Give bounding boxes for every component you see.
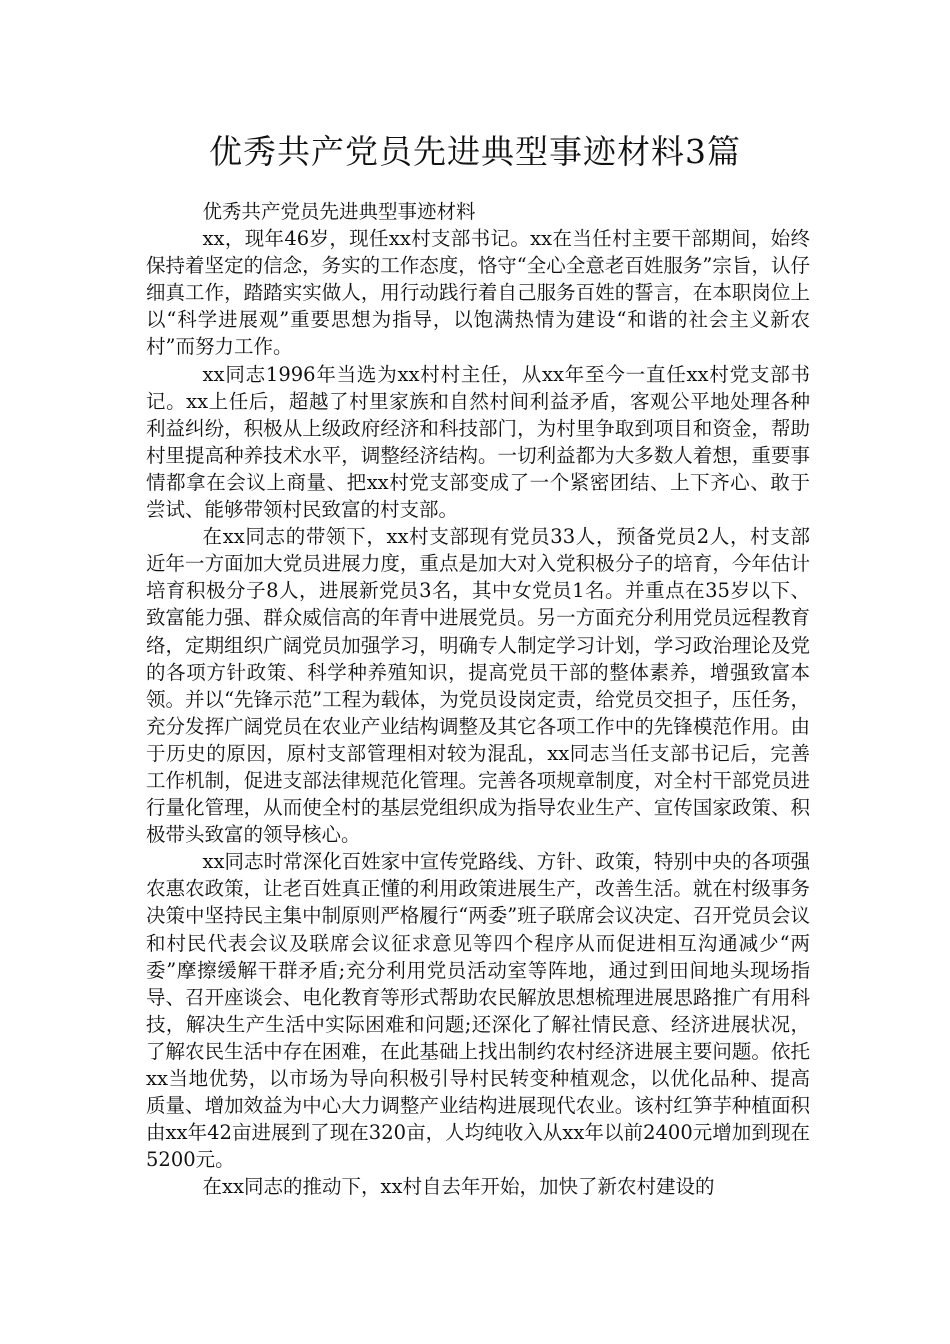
paragraph: xx同志时常深化百姓家中宣传党路线、方针、政策，特别中央的各项强农惠农政策，让老百姓真正懂的利用政策进展生产，改善生活。就在村级事务决策中坚持民主集中制原则严格履行“两委”班子联席会议决定、召开党员会议和村民代表会议及联席会议征求意见等四个程序从而促进相互沟通减少“两委”摩擦缓解干群矛盾;充分利用党员活动室等阵地，通过到田间地头现场指导、召开座谈会、电化教育等形式帮助农民解放思想梳理进展思路推广有用科技，解决生产生活中实际困难和问题;还深化了解社情民意、经济进展状况，了解农民生活中存在困难，在此基础上找出制约农村经济进展主要问题。依托xx当地优势，以市场为导向积极引导村民转变种植观念，以优化品种、提高质量、增加效益为中心大力调整产业结构进展现代农业。该村红笋芋种植面积由xx年42亩进展到了现在320亩，人均纯收入从xx年以前2400元增加到现在5200元。 — [146, 850, 810, 1172]
document-title: 优秀共产党员先进典型事迹材料3篇 — [209, 132, 741, 171]
paragraph: xx同志1996年当选为xx村村主任，从xx年至今一直任xx村党支部书记。xx上任后，超越了村里家族和自然村间利益矛盾，客观公平地处理各种利益纠纷，积极从上级政府经济和科技部门，为村里争取到项目和资金，帮助村里提高种养技术水平，调整经济结构。一切利益都为大多数人着想，重要事情都拿在会议上商量、把xx村党支部变成了一个紧密团结、上下齐心、敢于尝试、能够带领村民致富的村支部。 — [146, 362, 810, 522]
document-body — [146, 198, 810, 1200]
paragraph: 在xx同志的带领下，xx村支部现有党员33人，预备党员2人，村支部近年一方面加大党员进展力度，重点是加大对入党积极分子的培育，今年估计培育积极分子8人，进展新党员3名，其中女党员1名。并重点在35岁以下、致富能力强、群众威信高的年青中进展党员。另一方面充分利用党员远程教育络，定期组织广阔党员加强学习，明确专人制定学习计划，学习政治理论及党的各项方针政策、科学种养殖知识，提高党员干部的整体素养，增强致富本领。并以“先锋示范”工程为载体，为党员设岗定责，给党员交担子，压任务，充分发挥广阔党员在农业产业结构调整及其它各项工作中的先锋模范作用。由于历史的原因，原村支部管理相对较为混乱，xx同志当任支部书记后，完善工作机制，促进支部法律规范化管理。完善各项规章制度，对全村干部党员进行量化管理，从而使全村的基层党组织成为指导农业生产、宣传国家政策、积极带头致富的领导核心。 — [146, 525, 810, 847]
paragraph: xx，现年46岁，现任xx村支部书记。xx在当任村主要干部期间，始终保持着坚定的信念，务实的工作态度，恪守“全心全意老百姓服务”宗旨，认仔细真工作，踏踏实实做人，用行动践行着自己服务百姓的誓言，在本职岗位上以“科学进展观”重要思想为指导，以饱满热情为建设“和谐的社会主义新农村”而努力工作。 — [146, 227, 810, 359]
paragraph: 在xx同志的推动下，xx村自去年开始，加快了新农村建设的 — [202, 1175, 715, 1199]
document-subtitle: 优秀共产党员先进典型事迹材料 — [202, 200, 476, 223]
